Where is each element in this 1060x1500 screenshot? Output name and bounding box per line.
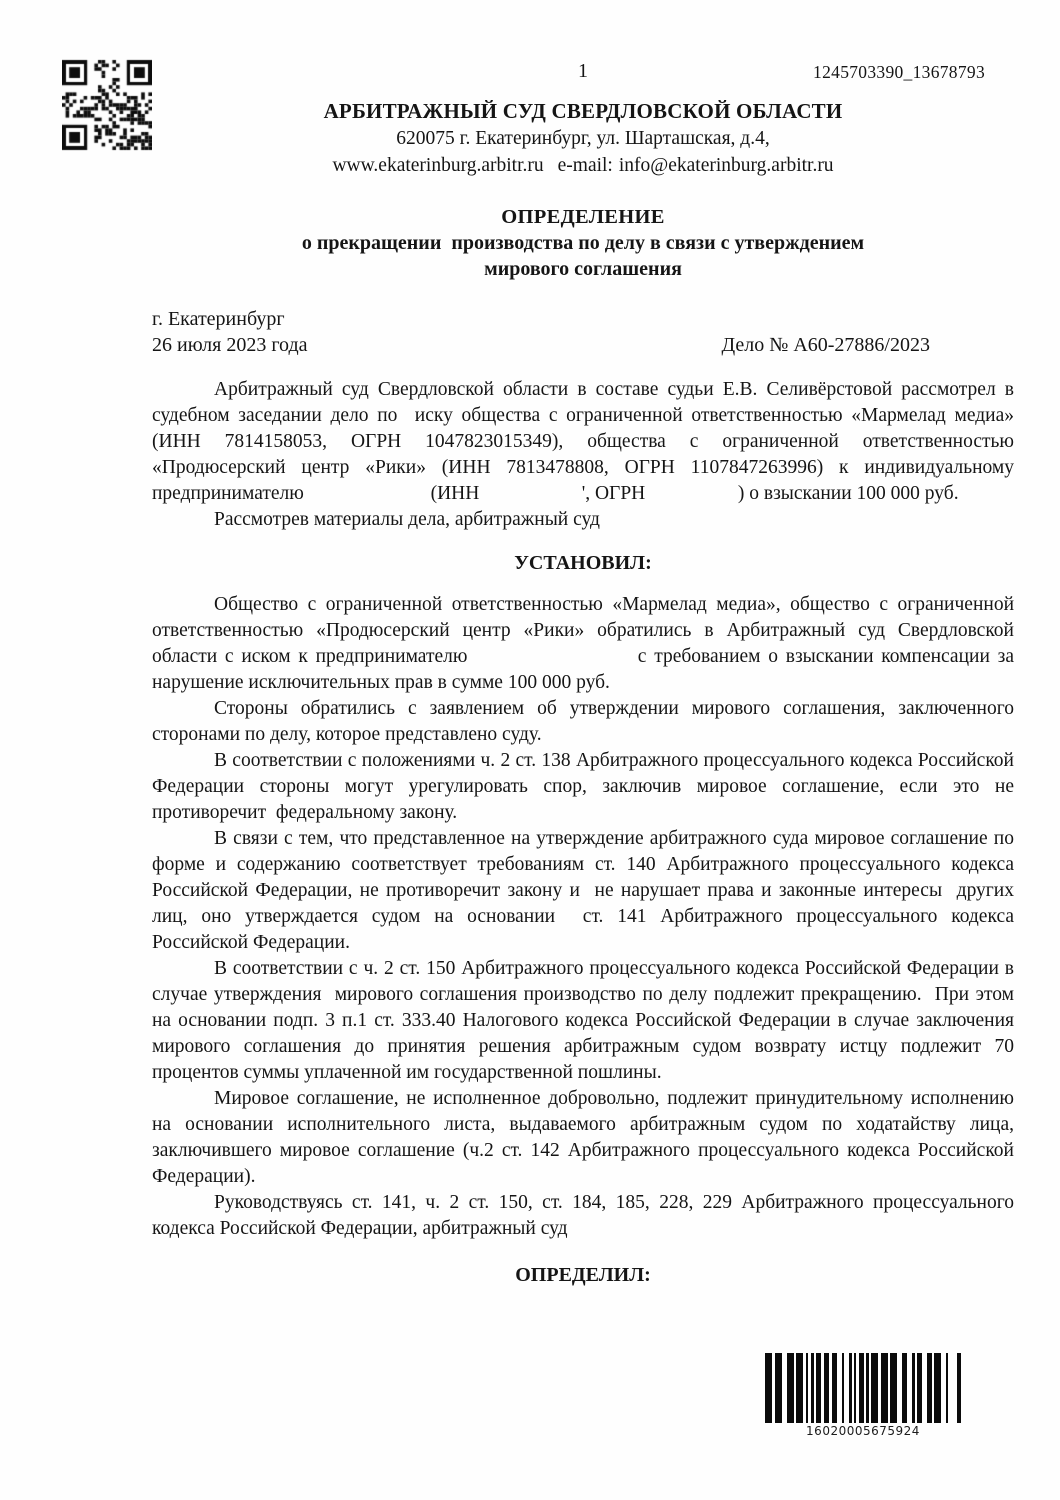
intro-paragraphs [152, 377, 1014, 533]
page-number: 1 [578, 60, 588, 82]
body-paragraph: Мировое соглашение, не исполненное добровольно, подлежит принудительному исполнению на основании исполнительного листа, выдаваемого арбитражным судом по ходатайству лица, заключившего мировое соглашение (ч.2 ст. 142 Арбитражного процессуального кодекса Российской Федерации). [152, 1088, 1014, 1187]
case-info-block [152, 306, 1014, 358]
qr-code-canvas [62, 58, 152, 153]
body-paragraph: Стороны обратились с заявлением об утверждении мирового соглашения, заключенного сторонами по делу, которое представлено суду. [152, 698, 1014, 745]
body-paragraph: Рассмотрев материалы дела, арбитражный суд [214, 509, 600, 530]
document-id: 1245703390_13678793 [813, 62, 985, 82]
ustanovil-paragraphs [152, 592, 1014, 1242]
case-number: Дело № А60-27886/2023 [721, 334, 930, 356]
court-website: www.ekaterinburg.arbitr.ru [332, 155, 544, 176]
body-paragraph: В связи с тем, что представленное на утверждение арбитражного суда мировое соглашение по форме и содержанию соответствует требованиям ст. 140 Арбитражного процессуального кодекса Российской Федерации, не противоречит закону и не нарушает права и законные интересы других лиц, оно утверждается судом на основании ст. 141 Арбитражного процессуального кодекса Российской Федерации. [152, 828, 1014, 953]
issue-city: г. Екатеринбург [152, 308, 285, 330]
barcode-number: 16020005675924 [806, 1424, 920, 1438]
body-paragraph: В соответствии с положениями ч. 2 ст. 138 Арбитражного процессуального кодекса Российской Федерации стороны могут урегулировать спор, заключив мировое соглашение, если это не противоречит федеральному закону. [152, 750, 1014, 823]
court-letterhead [152, 98, 1014, 179]
qr-code-icon [62, 58, 152, 153]
barcode [765, 1353, 961, 1438]
body-paragraph: В соответствии с ч. 2 ст. 150 Арбитражного процессуального кодекса Российской Федерации в случае утверждения мирового соглашения производство по делу подлежит прекращению. При этом на основании подп. 3 п.1 ст. 333.40 Налогового кодекса Российской Федерации в случае заключения мирового соглашения до принятия решения арбитражным судом возврату истцу подлежит 70 процентов суммы уплаченной им государственной пошлины. [152, 958, 1014, 1083]
body-paragraph: Арбитражный суд Свердловской области в составе судьи Е.В. Селивёрстовой рассмотрел в судебном заседании дело по иску общества с ограниченной ответственностью «Мармелад медиа» (ИНН 7814158053, ОГРН 1047823015349), общества с ограниченной ответственностью «Продюсерский центр «Рики» (ИНН 7813478808, ОГРН 1107847263996) к индивидуальному предпринимателю (ИНН ', ОГРН ) о взыскании 100 000 руб. [152, 379, 1014, 504]
body-paragraph: Общество с ограниченной ответственностью «Мармелад медиа», общество с ограниченной ответственностью «Продюсерский центр «Рики» обратились в Арбитражный суд Свердловской области с иском к предпринимателю с требованием о взыскании компенсации за нарушение исключительных прав в сумме 100 000 руб. [152, 594, 1014, 693]
ustanovil-heading: УСТАНОВИЛ: [514, 552, 652, 574]
document-content [152, 0, 1014, 1304]
opredelil-heading: ОПРЕДЕЛИЛ: [515, 1264, 651, 1286]
court-name: АРБИТРАЖНЫЙ СУД СВЕРДЛОВСКОЙ ОБЛАСТИ [323, 99, 843, 123]
issue-date: 26 июля 2023 года [152, 334, 308, 356]
body-paragraph: Руководствуясь ст. 141, ч. 2 ст. 150, ст. 184, 185, 228, 229 Арбитражного процессуального кодекса Российской Федерации, арбитражный суд [152, 1192, 1014, 1239]
court-email: info@ekaterinburg.arbitr.ru [618, 155, 834, 176]
document-type-title: ОПРЕДЕЛЕНИЕ [501, 206, 665, 228]
document-title-block [152, 204, 1014, 282]
court-contacts [152, 153, 1014, 179]
document-subtitle-line2: мирового соглашения [484, 258, 682, 280]
court-address: 620075 г. Екатеринбург, ул. Шарташская, д.4, [396, 128, 770, 149]
document-subtitle-line1: о прекращении производства по делу в связи с утверждением [301, 232, 865, 254]
email-label: e-mail: [557, 155, 613, 176]
document-body [152, 377, 1014, 1288]
barcode-bars-icon [765, 1353, 961, 1423]
